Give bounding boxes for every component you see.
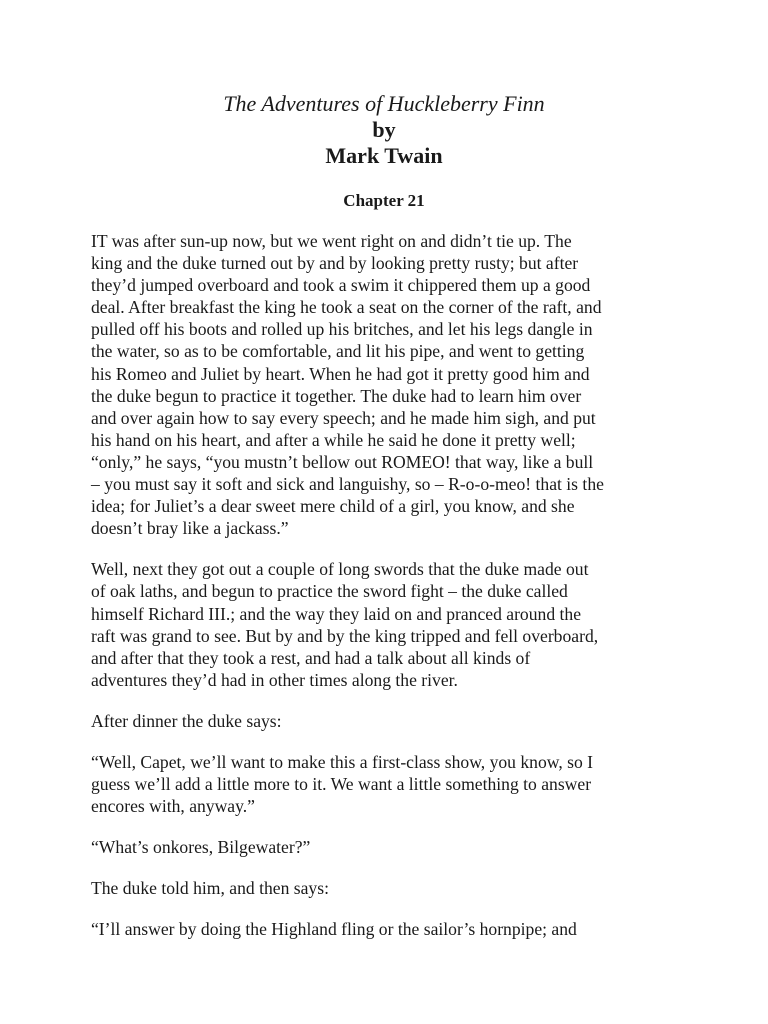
text-line: “What’s onkores, Bilgewater?” [91,837,311,858]
text-line: “only,” he says, “you mustn’t bellow out ROMEO! that way, like a bull [91,451,594,472]
text-line: adventures they’d had in other times along the river. [91,669,458,690]
text-line: they’d jumped overboard and took a swim it chippered them up a good [91,275,591,296]
text-line: “I’ll answer by doing the Highland fling or the sailor’s hornpipe; and [91,919,577,940]
text-line: pulled off his boots and rolled up his britches, and let his legs dangle in [91,319,593,340]
text-line: encores with, anyway.” [91,796,255,817]
paragraph [91,836,691,858]
text-line: raft was grand to see. But by and by the king tripped and fell overboard, [91,625,599,646]
text-line: himself Richard III.; and the way they laid on and pranced around the [91,603,582,624]
chapter-heading: Chapter 21 [343,191,425,210]
text-line: and over again how to say every speech; and he made him sigh, and put [91,407,596,428]
text-line: guess we’ll add a little more to it. We want a little something to answer [91,774,592,795]
text-line: his Romeo and Juliet by heart. When he had got it pretty good him and [91,363,590,384]
author-name: Mark Twain [325,143,443,168]
text-line: the water, so as to be comfortable, and lit his pipe, and went to getting [91,341,585,362]
book-title: The Adventures of Huckleberry Finn [223,91,545,116]
text-line: IT was after sun-up now, but we went right on and didn’t tie up. The [91,231,572,251]
body-text [91,230,691,960]
paragraph [91,710,691,732]
text-line: “Well, Capet, we’ll want to make this a first-class show, you know, so I [91,751,594,772]
title-block [0,91,768,169]
paragraph [91,751,691,817]
paragraph [91,918,691,940]
paragraph [91,877,691,899]
by-line: by [372,117,396,142]
text-line: of oak laths, and begun to practice the sword fight – the duke called [91,581,568,602]
text-line: his hand on his heart, and after a while he said he done it pretty well; [91,429,576,450]
text-line: – you must say it soft and sick and languishy, so – R-o-o-meo! that is the [91,474,604,495]
text-line: After dinner the duke says: [91,710,282,731]
text-line: the duke begun to practice it together. The duke had to learn him over [91,385,582,406]
text-line: deal. After breakfast the king he took a seat on the corner of the raft, and [91,297,602,318]
paragraph [91,230,691,539]
text-line: The duke told him, and then says: [91,878,329,899]
text-line: Well, next they got out a couple of long swords that the duke made out [91,559,589,580]
text-line: king and the duke turned out by and by looking pretty rusty; but after [91,253,579,274]
text-line: idea; for Juliet’s a dear sweet mere child of a girl, you know, and she [91,496,575,517]
text-line: and after that they took a rest, and had a talk about all kinds of [91,647,531,668]
text-line: doesn’t bray like a jackass.” [91,518,289,539]
paragraph [91,558,691,691]
